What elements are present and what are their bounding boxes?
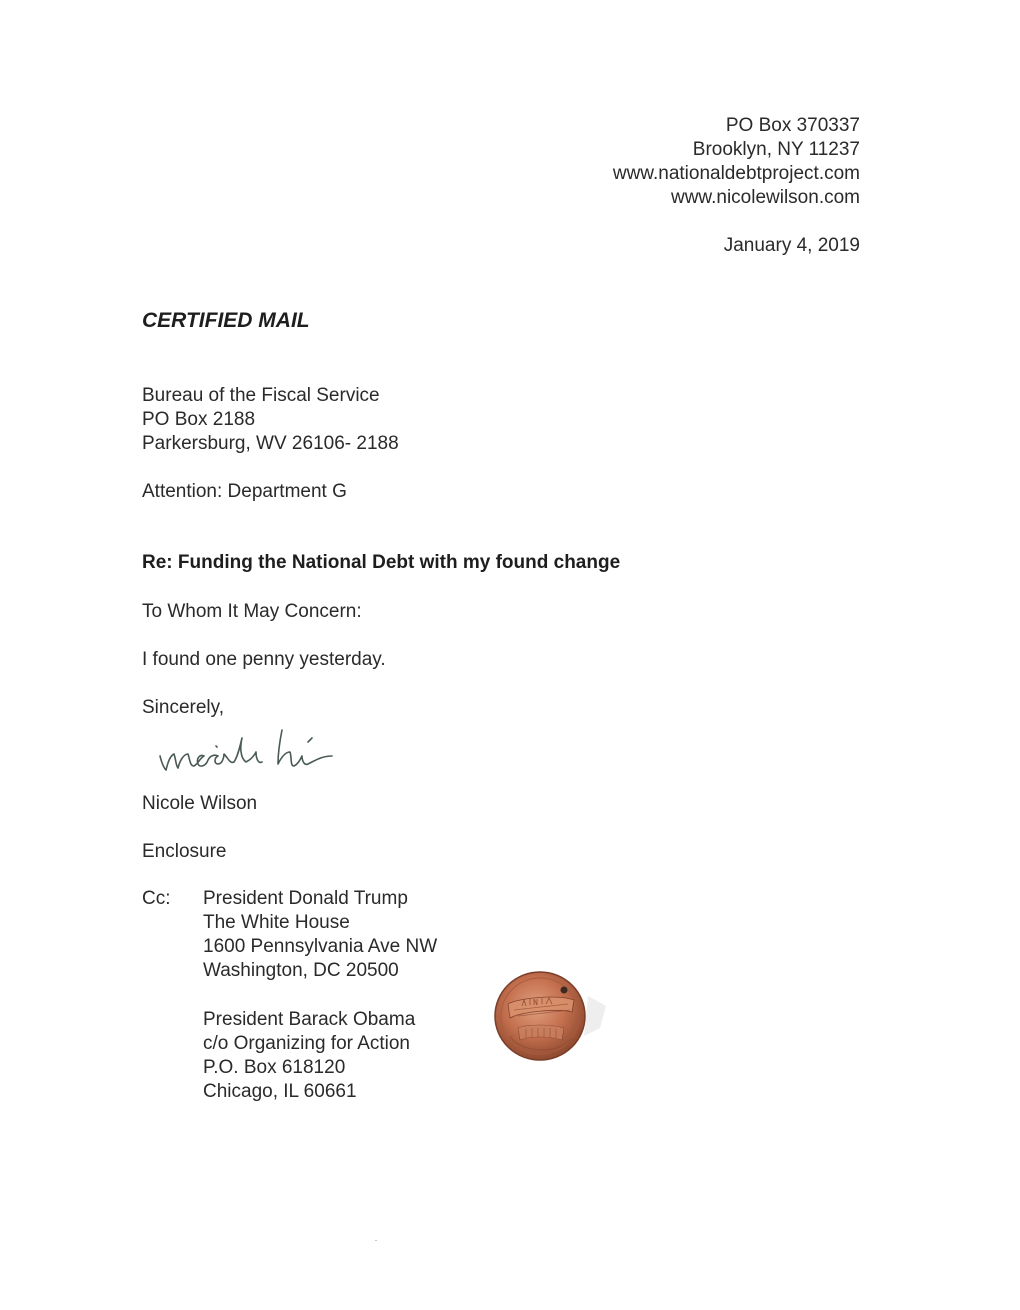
- sender-address: [613, 114, 860, 210]
- cc-line: The White House: [203, 912, 350, 933]
- sender-website-1: www.nationaldebtproject.com: [612, 163, 860, 184]
- letter-date: January 4, 2019: [723, 235, 860, 256]
- letter-body: I found one penny yesterday.: [142, 649, 386, 670]
- cc-label: Cc:: [142, 888, 171, 909]
- cc-line: Washington, DC 20500: [203, 960, 399, 981]
- cc-recipient-trump: [203, 887, 437, 983]
- scan-artifact: [375, 1240, 377, 1241]
- penny-coin-icon: [488, 966, 608, 1066]
- attention-line: Attention: Department G: [142, 481, 347, 502]
- recipient-address: [142, 384, 399, 456]
- salutation: To Whom It May Concern:: [142, 601, 362, 622]
- sender-city: Brooklyn, NY 11237: [692, 139, 860, 160]
- closing: Sincerely,: [142, 697, 225, 718]
- cc-line: President Donald Trump: [203, 888, 408, 909]
- recipient-city: Parkersburg, WV 26106- 2188: [142, 433, 399, 454]
- sender-website-2: www.nicolewilson.com: [670, 187, 860, 208]
- cc-recipient-obama: [203, 1008, 415, 1104]
- signer-name: Nicole Wilson: [142, 793, 258, 814]
- cc-line: President Barack Obama: [203, 1009, 416, 1030]
- recipient-name: Bureau of the Fiscal Service: [142, 385, 380, 406]
- enclosure-note: Enclosure: [142, 841, 227, 862]
- cc-line: P.O. Box 618120: [203, 1057, 346, 1078]
- cc-line: Chicago, IL 60661: [203, 1081, 357, 1102]
- certified-mail-heading: CERTIFIED MAIL: [142, 309, 310, 332]
- subject-line: Re: Funding the National Debt with my found change: [142, 552, 621, 573]
- cc-line: c/o Organizing for Action: [203, 1033, 410, 1054]
- recipient-po-box: PO Box 2188: [142, 409, 256, 430]
- cc-line: 1600 Pennsylvania Ave NW: [203, 936, 438, 957]
- sender-po-box: PO Box 370337: [725, 115, 860, 136]
- signature-icon: [150, 716, 350, 778]
